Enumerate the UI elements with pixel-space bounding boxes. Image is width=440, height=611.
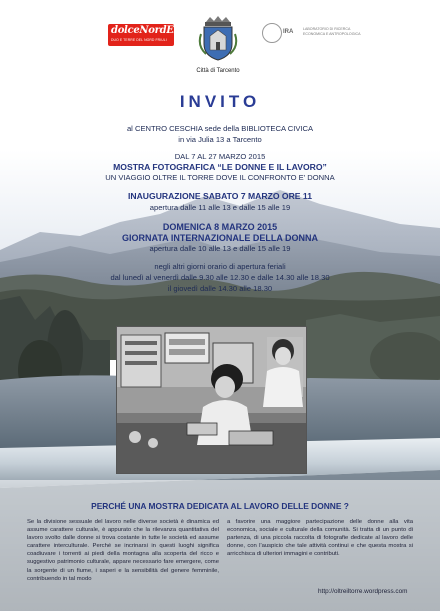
- inauguration-heading: INAUGURAZIONE SABATO 7 MARZO ORE 11: [128, 191, 312, 201]
- inauguration-hours: apertura dalle 11 alle 13 e dalle 15 alle 19: [149, 203, 291, 212]
- section-question-heading: PERCHÉ UNA MOSTRA DEDICATA AL LAVORO DELLE DONNE ?: [91, 501, 349, 511]
- body-text-left-column: Se la divisione sessuale del lavoro nelle diverse società è dinamica ed assume carattere culturale, è appurato che la rilevanza quantitativa del lavoro svolto dalle donne si trova costante in tutte le società ed assume carattere interculturale. Perché se incrinarsi in questi luoghi significa coadiuvare i torrenti ai piedi della montagna alla scoperta del ricco e suggestivo patrimonio culturale, appare necessario fare emergere, come la sorgente di un fiume, i saperi e la sensibilità del genere femminile, contribuendo in tal modo: [27, 519, 219, 582]
- historical-photo: [117, 327, 306, 473]
- venue-line-1: al CENTRO CESCHIA sede della BIBLIOTECA CIVICA: [126, 124, 314, 133]
- dolce-nordest-logo-subtitle: DUO E TERRE DEL NORD FRIULI: [111, 38, 167, 42]
- exhibition-title: MOSTRA FOTOGRAFICA “LE DONNE E IL LAVORO”: [113, 162, 327, 172]
- ira-logo-name: IRA: [283, 29, 294, 35]
- sunday-date: DOMENICA 8 MARZO 2015: [162, 222, 278, 232]
- body-text-right-column: a favorire una maggiore partecipazione delle donne alla vita economica, sociale e culturale della comunità. Si tratta di un punto di partenza, di una piccola raccolta di fotografie dedicate al lavoro delle donne, con l'auspicio che tale attività continui e che questa mostra si arricchisca di ulteriori immagini e contributi.: [227, 519, 413, 558]
- sunday-event: GIORNATA INTERNAZIONALE DELLA DONNA: [122, 233, 318, 243]
- city-crest-icon: [198, 14, 238, 62]
- ira-logo-description: LABORATORIO DI RICERCA ECONOMICA E ANTROPOLOGICA: [303, 27, 361, 36]
- other-days-line-3: il giovedì dalle 14.30 alle 18.30: [167, 284, 273, 293]
- venue-line-2: in via Julia 13 a Tarcento: [178, 135, 262, 144]
- sunday-hours: apertura dalle 10 alle 13 e dalle 15 alle 19: [149, 244, 291, 253]
- ira-logo-circle-icon: [262, 23, 282, 43]
- dolce-nordest-logo-title: dolceNordEst: [111, 25, 184, 36]
- other-days-line-2: dal lunedì al venerdì dalle 9.30 alle 12.30 e dalle 14.30 alle 18.30: [110, 273, 330, 282]
- exhibition-subtitle: UN VIAGGIO OLTRE IL TORRE DOVE IL CONFRONTO E' DONNA: [105, 173, 335, 182]
- other-days-line-1: negli altri giorni orario di apertura feriali: [154, 262, 286, 271]
- women-at-work-photo-image: [117, 327, 306, 473]
- exhibition-dates: DAL 7 AL 27 MARZO 2015: [174, 152, 266, 161]
- city-caption: Città di Tarcento: [196, 68, 240, 74]
- ira-logo: [262, 22, 362, 46]
- website-url-link[interactable]: http://oltreiltorre.wordpress.com: [318, 588, 408, 595]
- dolce-nordest-logo: [108, 24, 184, 46]
- invitation-title: INVITO: [179, 92, 261, 111]
